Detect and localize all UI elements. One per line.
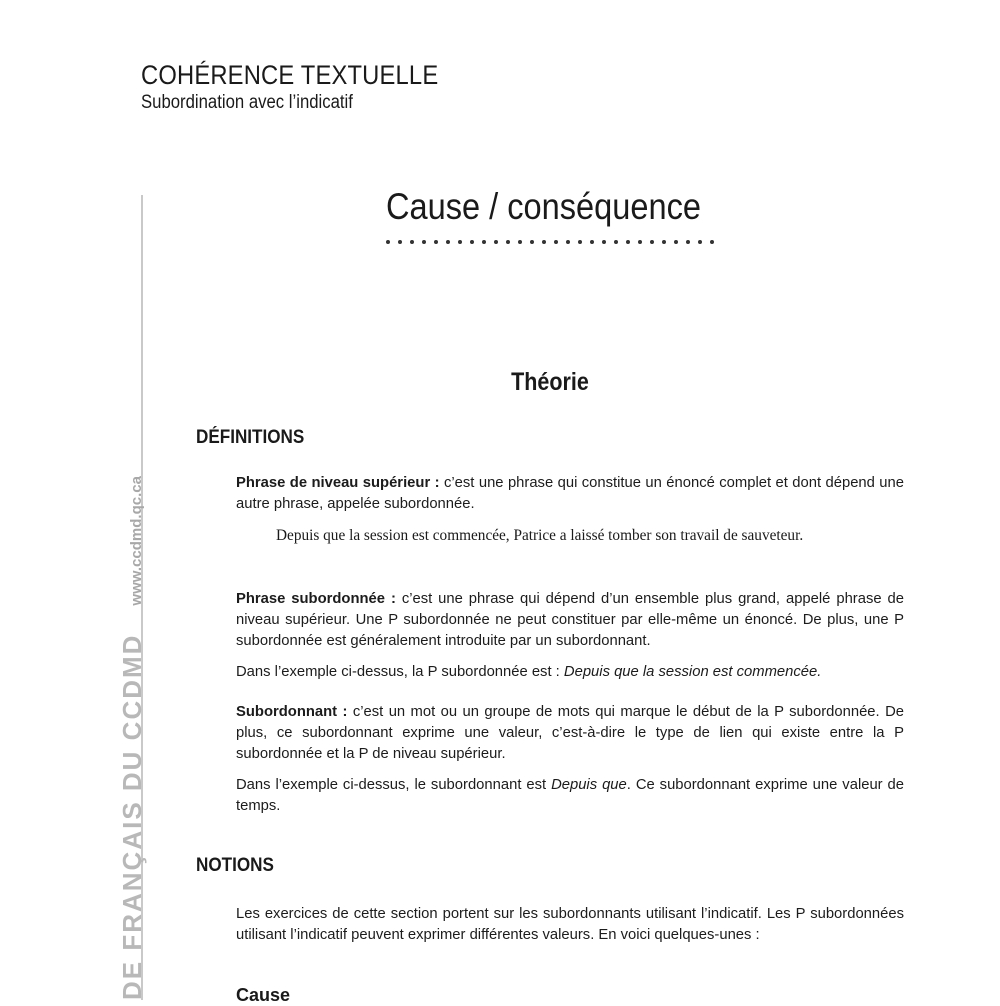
title-dot bbox=[458, 240, 462, 244]
title-dot bbox=[578, 240, 582, 244]
example-sentence: Depuis que la session est commencée, Patrice a laissé tomber son travail de sauveteur. bbox=[276, 527, 804, 544]
section-title: COHÉRENCE TEXTUELLE bbox=[141, 60, 439, 90]
title-dot bbox=[506, 240, 510, 244]
section-subtitle: Subordination avec l’indicatif bbox=[141, 92, 353, 113]
note-example: Depuis que la session est commencée. bbox=[563, 664, 822, 680]
note-subordonnant bbox=[236, 775, 904, 817]
title-dot bbox=[470, 240, 474, 244]
title-dotted-underline bbox=[386, 240, 714, 248]
definition-term: Phrase de niveau supérieur : bbox=[236, 475, 440, 491]
definitions-heading: DÉFINITIONS bbox=[196, 427, 305, 448]
definition-text: c’est une phrase qui constitue un énoncé complet et dont dépend une autre phrase, appelée subordonnée. bbox=[236, 475, 904, 512]
title-dot bbox=[518, 240, 522, 244]
title-dot bbox=[554, 240, 558, 244]
title-dot bbox=[566, 240, 570, 244]
title-dot bbox=[530, 240, 534, 244]
cause-heading: Cause bbox=[236, 985, 291, 1005]
note-text: . Ce subordonnant exprime une valeur de temps. bbox=[236, 777, 905, 814]
title-dot bbox=[602, 240, 606, 244]
title-dot bbox=[674, 240, 678, 244]
definition-phrase-niveau-superieur bbox=[236, 473, 904, 515]
note-example: Depuis que bbox=[551, 777, 627, 793]
title-dot bbox=[686, 240, 690, 244]
page-title: Cause / conséquence bbox=[386, 186, 701, 227]
title-dot bbox=[494, 240, 498, 244]
title-dot bbox=[638, 240, 642, 244]
definition-phrase-subordonnee bbox=[236, 589, 904, 652]
definition-term: Phrase subordonnée : bbox=[236, 591, 396, 607]
definition-term: Subordonnant : bbox=[236, 704, 348, 720]
side-url: www.ccdmd.qc.ca bbox=[128, 476, 145, 606]
title-dot bbox=[698, 240, 702, 244]
title-dot bbox=[626, 240, 630, 244]
title-dot bbox=[434, 240, 438, 244]
title-dot bbox=[590, 240, 594, 244]
title-dot bbox=[542, 240, 546, 244]
side-brand: DE FRANÇAIS DU CCDMD bbox=[117, 633, 147, 1000]
notions-intro: Les exercices de cette section portent sur les subordonnants utilisant l’indicatif. Les P subordonnées utilisant l’indicatif peuvent exprimer différentes valeurs. En voici quelques-unes : bbox=[236, 906, 904, 943]
title-dot bbox=[398, 240, 402, 244]
title-dot bbox=[422, 240, 426, 244]
theory-heading: Théorie bbox=[511, 368, 589, 396]
definition-text: c’est une phrase qui dépend d’un ensemble plus grand, appelé phrase de niveau supérieur. Une P subordonnée ne peut constituer par elle-même un énoncé. De plus, une P subordonnée est généralement introduite par un subordonnant. bbox=[236, 591, 904, 649]
title-dot bbox=[710, 240, 714, 244]
note-subordonnee bbox=[236, 662, 904, 683]
title-dot bbox=[662, 240, 666, 244]
title-dot bbox=[614, 240, 618, 244]
title-dot bbox=[650, 240, 654, 244]
note-text: Dans l’exemple ci-dessus, la P subordonnée est : bbox=[236, 664, 564, 680]
title-dot bbox=[482, 240, 486, 244]
title-dot bbox=[386, 240, 390, 244]
title-dot bbox=[446, 240, 450, 244]
side-branding bbox=[117, 476, 148, 1000]
note-text: Dans l’exemple ci-dessus, le subordonnant est bbox=[236, 777, 552, 793]
title-dot bbox=[410, 240, 414, 244]
notions-heading: NOTIONS bbox=[196, 855, 274, 876]
definition-text: c’est un mot ou un groupe de mots qui marque le début de la P subordonnée. De plus, ce subordonnant exprime une valeur, c’est-à-dire le type de lien qui existe entre la P subordonnée et la P de niveau supérieur. bbox=[236, 704, 904, 762]
definition-subordonnant bbox=[236, 702, 904, 765]
